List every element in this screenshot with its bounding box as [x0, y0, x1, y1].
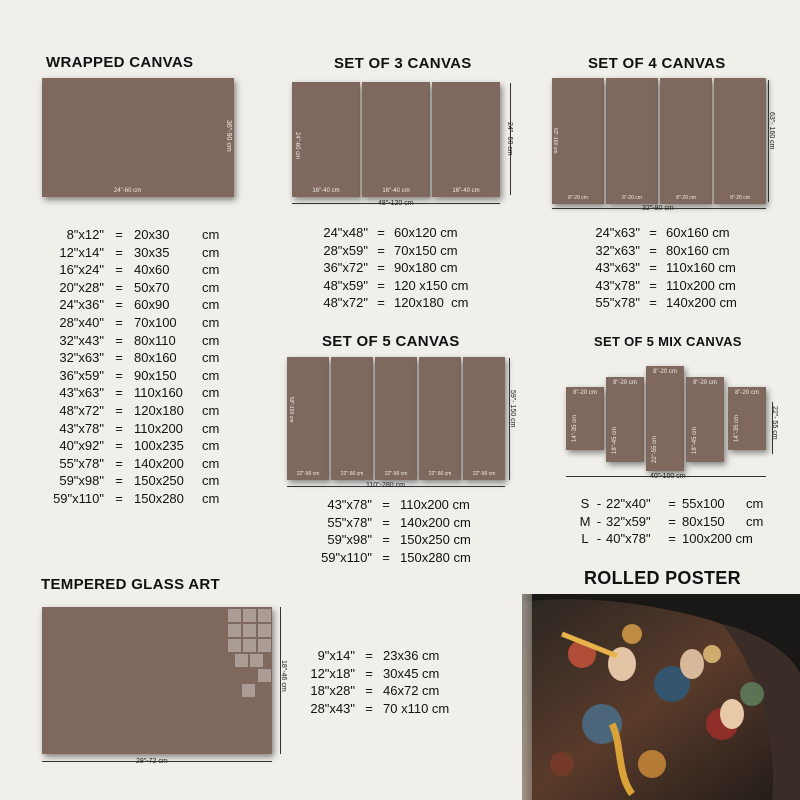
- size-cell: 32"x63": [595, 242, 640, 258]
- set3-panel-width-label: 16"-40 cm: [312, 188, 340, 194]
- size-cell: -: [596, 531, 602, 547]
- set5-panel: [287, 357, 329, 480]
- size-cell: 80x160 cm: [666, 242, 730, 258]
- set5-sizes-list: [318, 496, 500, 566]
- set5-panel-width-label: 22"-56 cm: [340, 471, 364, 477]
- size-cell: =: [115, 402, 123, 418]
- size-cell: 80x160: [134, 350, 177, 366]
- size-row: [52, 455, 232, 473]
- size-cell: =: [115, 350, 123, 366]
- set5-height-label: 59"- 150 cm: [509, 390, 516, 428]
- size-cell: 12"x14": [59, 244, 104, 260]
- size-row: [305, 682, 473, 700]
- size-row: [52, 261, 232, 279]
- size-cell: cm: [202, 490, 220, 506]
- size-cell: 40"x78": [606, 531, 651, 547]
- size-row: [590, 259, 756, 277]
- set4-panel-width-label: 8"-20 cm: [676, 195, 696, 201]
- size-cell: cm: [202, 332, 220, 348]
- size-cell: cm: [202, 244, 220, 260]
- size-cell: =: [115, 262, 123, 278]
- size-row: [578, 495, 770, 513]
- size-cell: 24"x48": [323, 225, 368, 240]
- size-cell: 50x70: [134, 279, 170, 295]
- size-cell: cm: [202, 297, 220, 313]
- size-cell: cm: [202, 262, 220, 278]
- size-cell: 110x160: [134, 385, 183, 401]
- size-cell: 110x200: [134, 420, 183, 436]
- size-cell: 48"x59": [323, 277, 368, 293]
- size-cell: 55x100: [682, 496, 725, 511]
- size-row: [318, 531, 500, 549]
- glass-width-label: 28"-72 cm: [136, 758, 168, 765]
- set5-panel-height-label: 59"-150 cm: [288, 397, 294, 423]
- size-row: [52, 349, 232, 367]
- set5mix-panel-height-label: 14"-35 cm: [572, 414, 578, 442]
- set5mix-panel: [606, 377, 644, 462]
- size-cell: =: [649, 225, 657, 240]
- size-cell: S: [580, 496, 590, 511]
- size-cell: 43"x63": [59, 385, 104, 401]
- size-cell: cm: [202, 438, 220, 454]
- size-cell: cm: [202, 367, 220, 383]
- set5mix-panel: [686, 377, 724, 462]
- size-row: [52, 279, 232, 297]
- set3-panel-height-label: 24"-60 cm: [294, 132, 300, 160]
- set3-panel: [362, 82, 430, 197]
- size-cell: =: [649, 260, 657, 276]
- size-cell: =: [115, 473, 123, 489]
- size-cell: 150x280: [134, 490, 184, 506]
- size-row: [52, 384, 232, 402]
- size-row: [52, 226, 232, 244]
- size-cell: =: [377, 242, 385, 258]
- size-cell: =: [365, 665, 373, 681]
- size-cell: =: [377, 225, 385, 240]
- size-cell: 20"x28": [59, 279, 104, 295]
- wrapped-height-label: 36"-90 cm: [225, 120, 232, 152]
- size-cell: cm: [746, 513, 764, 529]
- size-cell: =: [115, 438, 123, 454]
- size-cell: 100x235: [134, 438, 184, 454]
- glass-height-label: 18"-46 cm: [280, 660, 287, 692]
- size-cell: 48"x72": [59, 402, 104, 418]
- size-cell: -: [596, 496, 602, 511]
- size-row: [52, 437, 232, 455]
- set5mix-panel-width-label: 8"-20 cm: [613, 380, 637, 386]
- set5mix-sizes-list: [578, 495, 770, 548]
- size-cell: =: [382, 549, 390, 565]
- size-cell: =: [115, 279, 123, 295]
- size-cell: =: [668, 531, 676, 547]
- size-cell: 70 x110 cm: [383, 700, 450, 716]
- size-row: [52, 472, 232, 490]
- rolled-poster-image: [522, 594, 800, 800]
- size-cell: =: [377, 277, 385, 293]
- size-row: [318, 294, 484, 312]
- size-cell: 12"x18": [310, 665, 355, 681]
- size-row: [318, 277, 484, 295]
- size-cell: 150x250 cm: [400, 532, 471, 548]
- size-row: [305, 647, 473, 665]
- size-cell: 22"x40": [606, 496, 651, 511]
- set4-title: SET OF 4 CANVAS: [588, 55, 726, 72]
- size-row: [318, 514, 500, 532]
- size-row: [52, 332, 232, 350]
- set4-panel: [606, 78, 658, 204]
- size-cell: 140x200: [134, 455, 184, 471]
- size-cell: 55"x78": [59, 455, 104, 471]
- size-row: [318, 259, 484, 277]
- size-cell: 80x150: [682, 513, 725, 529]
- size-cell: cm: [202, 455, 220, 471]
- size-cell: 70x100: [134, 314, 177, 330]
- size-cell: 55"x78": [595, 295, 640, 311]
- size-cell: 9"x14": [317, 648, 355, 663]
- set5mix-panel-width-label: 8"-20 cm: [735, 390, 759, 396]
- size-row: [318, 242, 484, 260]
- size-cell: =: [365, 648, 373, 663]
- size-row: [590, 224, 756, 242]
- wrapped-sizes-list: [52, 226, 232, 508]
- set5mix-panel: [728, 387, 766, 450]
- set5-panel: [331, 357, 373, 480]
- size-cell: =: [649, 242, 657, 258]
- size-cell: 59"x98": [59, 473, 104, 489]
- size-row: [590, 277, 756, 295]
- size-cell: =: [365, 683, 373, 699]
- size-cell: cm: [202, 402, 220, 418]
- size-cell: cm: [202, 385, 220, 401]
- set4-width-label: 32"-80 cm: [642, 205, 674, 212]
- set5mix-title: SET OF 5 MIX CANVAS: [594, 334, 742, 349]
- size-cell: 60x160 cm: [666, 225, 730, 240]
- size-cell: 120x180: [134, 402, 184, 418]
- set5-panel: [419, 357, 461, 480]
- size-cell: 80x110: [134, 332, 176, 348]
- size-cell: 43"x78": [59, 420, 104, 436]
- glass-reflection-icon: [42, 607, 272, 754]
- size-cell: 40"x92": [59, 438, 104, 454]
- set5mix-panel-height-label: 18"-45 cm: [692, 426, 698, 454]
- size-cell: 20x30: [134, 227, 170, 242]
- size-row: [318, 224, 484, 242]
- set5-panel: [375, 357, 417, 480]
- size-row: [52, 244, 232, 262]
- size-cell: 28"x40": [59, 314, 104, 330]
- size-cell: 32"x43": [59, 332, 104, 348]
- size-cell: 110x200 cm: [400, 497, 470, 512]
- size-cell: 110x200 cm: [666, 277, 736, 293]
- size-cell: cm: [746, 496, 764, 511]
- set4-panel-width-label: 8"-20 cm: [622, 195, 642, 201]
- size-row: [305, 700, 473, 718]
- size-cell: cm: [202, 279, 220, 295]
- size-cell: =: [115, 332, 123, 348]
- size-cell: =: [115, 244, 123, 260]
- wrapped-width-label: 24"-60 cm: [114, 188, 142, 194]
- glass-sizes-list: [305, 647, 473, 717]
- set5-panel-width-label: 22"-56 cm: [384, 471, 408, 477]
- set4-panel-height-label: 63"-160 cm: [552, 128, 558, 154]
- size-cell: 60x90: [134, 297, 170, 313]
- size-cell: =: [115, 367, 123, 383]
- set5mix-panel-width-label: 8"-20 cm: [573, 390, 597, 396]
- size-cell: 48"x72": [323, 295, 368, 311]
- size-cell: 32"x59": [606, 513, 651, 529]
- size-cell: =: [649, 295, 657, 311]
- set5mix-panel: [566, 387, 604, 450]
- size-row: [590, 294, 756, 312]
- size-row: [52, 367, 232, 385]
- size-cell: =: [115, 314, 123, 330]
- poster-title: ROLLED POSTER: [584, 568, 741, 588]
- set4-panel: [552, 78, 604, 204]
- size-cell: =: [382, 532, 390, 548]
- size-cell: 28"x59": [323, 242, 368, 258]
- set5-title: SET OF 5 CANVAS: [322, 333, 460, 350]
- size-row: [590, 242, 756, 260]
- size-cell: =: [115, 297, 123, 313]
- size-cell: =: [382, 514, 390, 530]
- size-cell: 59"x110": [53, 490, 104, 506]
- size-cell: 90x150: [134, 367, 177, 383]
- size-cell: =: [382, 497, 390, 512]
- size-cell: =: [649, 277, 657, 293]
- size-row: [578, 530, 770, 548]
- glass-panel: [42, 607, 272, 754]
- size-cell: -: [596, 513, 602, 529]
- size-cell: 18"x28": [310, 683, 355, 699]
- set5mix-panel-height-label: 14"-35 cm: [734, 414, 740, 442]
- size-cell: 120 x150 cm: [394, 277, 469, 293]
- set4-sizes-list: [590, 224, 756, 312]
- size-cell: =: [377, 260, 385, 276]
- set5mix-panel-height-label: 22"-55 cm: [652, 435, 658, 463]
- size-cell: =: [377, 295, 385, 311]
- size-cell: 36"x59": [59, 367, 104, 383]
- size-cell: 150x250: [134, 473, 184, 489]
- set3-panel: [432, 82, 500, 197]
- size-cell: M: [579, 513, 591, 529]
- size-cell: cm: [202, 473, 220, 489]
- size-cell: 70x150 cm: [394, 242, 458, 258]
- set3-height-label: 24"- 60 cm: [506, 122, 513, 156]
- set5-panel: [463, 357, 505, 480]
- size-cell: 140x200 cm: [400, 514, 471, 530]
- set4-height-label: 63"- 160 cm: [768, 112, 775, 150]
- set5-width-label: 110"-280 cm: [366, 482, 405, 489]
- size-row: [578, 513, 770, 531]
- wrapped-canvas-title: WRAPPED CANVAS: [46, 54, 194, 71]
- size-cell: 59"x110": [321, 549, 372, 565]
- size-cell: 55"x78": [327, 514, 372, 530]
- size-row: [52, 296, 232, 314]
- size-row: [305, 665, 473, 683]
- set4-panel-width-label: 8"-20 cm: [568, 195, 588, 201]
- size-cell: 24"x36": [59, 297, 104, 313]
- size-cell: 16"x24": [59, 262, 104, 278]
- size-cell: cm: [202, 227, 220, 242]
- set5mix-height-label: 22"- 55 cm: [771, 406, 778, 440]
- set4-panel-width-label: 8"-20 cm: [730, 195, 750, 201]
- size-row: [52, 314, 232, 332]
- size-cell: 43"x78": [595, 277, 640, 293]
- size-row: [318, 496, 500, 514]
- size-cell: 60x120 cm: [394, 225, 458, 240]
- size-cell: 100x200 cm: [682, 531, 753, 547]
- wrapped-canvas-panel: [42, 78, 234, 197]
- size-cell: =: [115, 490, 123, 506]
- size-cell: 43"x63": [595, 260, 640, 276]
- size-cell: cm: [202, 350, 220, 366]
- size-cell: 90x180 cm: [394, 260, 458, 276]
- size-cell: =: [668, 513, 676, 529]
- size-row: [318, 549, 500, 567]
- set5-panel-width-label: 22"-56 cm: [296, 471, 320, 477]
- size-cell: 32"x63": [59, 350, 104, 366]
- set3-panel-width-label: 16"-40 cm: [452, 188, 480, 194]
- set5mix-panel: [646, 366, 684, 471]
- set5-panel-width-label: 22"-56 cm: [472, 471, 496, 477]
- size-cell: =: [365, 700, 373, 716]
- size-cell: cm: [202, 420, 220, 436]
- size-cell: 23x36 cm: [383, 648, 440, 663]
- size-cell: 8"x12": [66, 227, 104, 242]
- size-cell: =: [115, 420, 123, 436]
- size-cell: =: [115, 227, 123, 242]
- size-cell: 59"x98": [327, 532, 372, 548]
- set5mix-panel-width-label: 8"-20 cm: [653, 369, 677, 375]
- size-cell: 110x160 cm: [666, 260, 736, 276]
- set3-width-label: 48"-120 cm: [378, 200, 414, 207]
- set5mix-panel-width-label: 8"-20 cm: [693, 380, 717, 386]
- size-cell: =: [115, 455, 123, 471]
- set3-sizes-list: [318, 224, 484, 312]
- size-cell: 28"x43": [310, 700, 355, 716]
- size-cell: 120x180 cm: [394, 295, 469, 311]
- size-row: [52, 420, 232, 438]
- size-cell: 40x60: [134, 262, 170, 278]
- set4-panel: [660, 78, 712, 204]
- size-cell: 140x200 cm: [666, 295, 737, 311]
- size-cell: 30x45 cm: [383, 665, 440, 681]
- set5-panel-width-label: 22"-56 cm: [428, 471, 452, 477]
- glass-title: TEMPERED GLASS ART: [41, 576, 221, 593]
- size-cell: cm: [202, 314, 220, 330]
- size-cell: 24"x63": [595, 225, 640, 240]
- set5mix-panel-height-label: 18"-45 cm: [612, 426, 618, 454]
- size-row: [52, 490, 232, 508]
- size-cell: =: [668, 496, 676, 511]
- size-cell: 150x280 cm: [400, 549, 471, 565]
- size-cell: 46x72 cm: [383, 683, 440, 699]
- size-row: [52, 402, 232, 420]
- set3-panel: [292, 82, 360, 197]
- size-cell: 36"x72": [323, 260, 368, 276]
- size-cell: 30x35: [134, 244, 170, 260]
- set3-panel-width-label: 16"-40 cm: [382, 188, 410, 194]
- set3-title: SET OF 3 CANVAS: [334, 55, 472, 72]
- size-cell: =: [115, 385, 123, 401]
- size-cell: 43"x78": [327, 497, 372, 512]
- set4-panel: [714, 78, 766, 204]
- set5mix-width-label: 40"-100 cm: [650, 473, 686, 480]
- size-cell: L: [581, 531, 589, 547]
